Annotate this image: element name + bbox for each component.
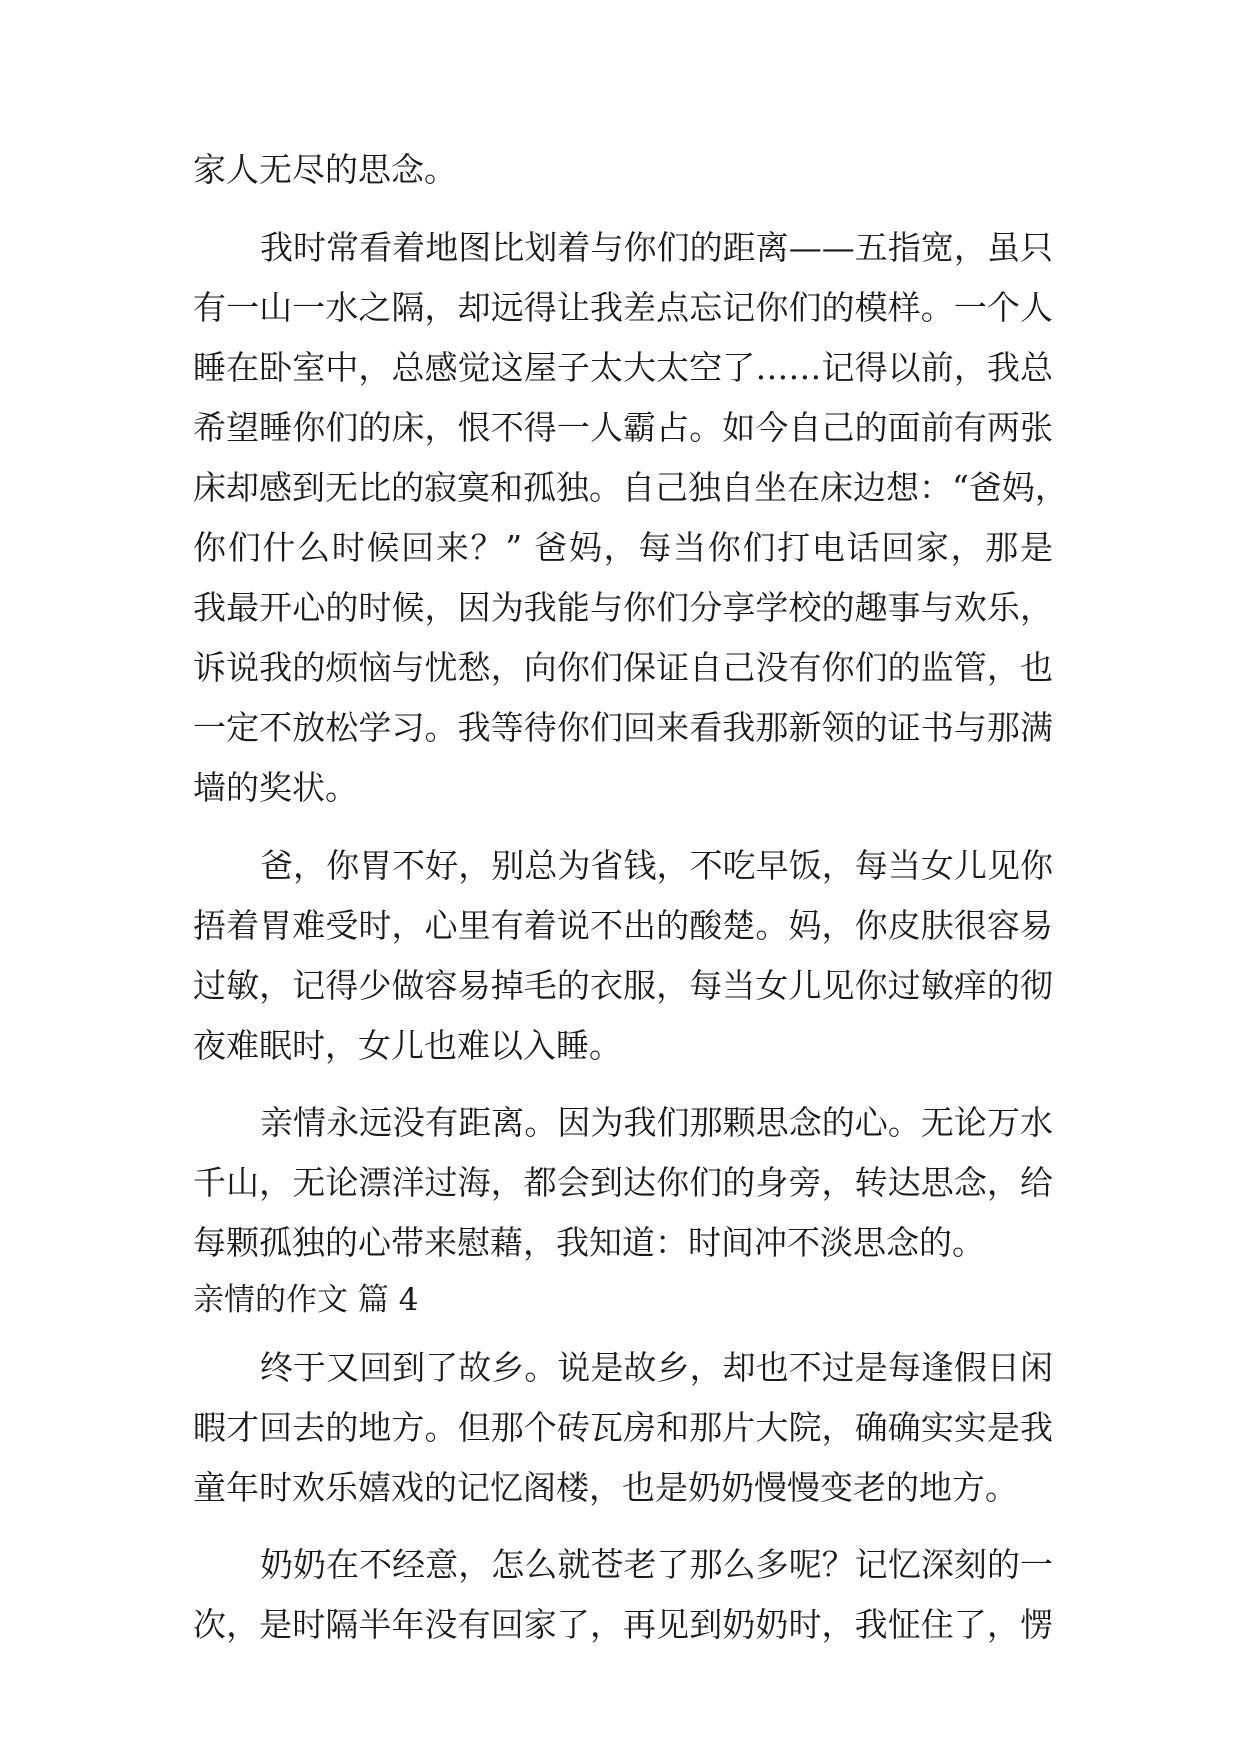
text-line: 捂着胃难受时，心里有着说不出的酸楚。妈，你皮肤很容易 [193,906,1053,945]
text-line: 家人无尽的思念。 [193,150,457,189]
text-line: 床却感到无比的寂寞和孤独。自己独自坐在床边想：“爸妈， [193,468,1068,507]
text-line: 夜难眠时，女儿也难以入睡。 [193,1026,622,1065]
text-line: 你们什么时候回来？” 爸妈，每当你们打电话回家，那是 [193,528,1053,567]
text-line: 童年时欢乐嬉戏的记忆阁楼，也是奶奶慢慢变老的地方。 [193,1468,1018,1507]
text-line: 暇才回去的地方。但那个砖瓦房和那片大院，确确实实是我 [193,1408,1053,1447]
text-line: 每颗孤独的心带来慰藉，我知道：时间冲不淡思念的。 [193,1223,985,1262]
text-line: 次，是时隔半年没有回家了，再见到奶奶时，我怔住了，愣 [193,1605,1053,1644]
text-line: 希望睡你们的床，恨不得一人霸占。如今自己的面前有两张 [193,408,1053,447]
text-line: 诉说我的烦恼与忧愁，向你们保证自己没有你们的监管，也 [193,648,1053,687]
text-line: 奶奶在不经意，怎么就苍老了那么多呢？记忆深刻的一 [260,1545,1053,1584]
text-line: 墙的奖状。 [193,768,358,807]
section-heading: 亲情的作文 篇 4 [193,1282,419,1318]
text-line: 我最开心的时候，因为我能与你们分享学校的趣事与欢乐， [193,588,1053,627]
text-line: 千山，无论漂洋过海，都会到达你们的身旁，转达思念，给 [193,1163,1053,1202]
text-line: 一定不放松学习。我等待你们回来看我那新领的证书与那满 [193,708,1053,747]
text-line: 终于又回到了故乡。说是故乡，却也不过是每逢假日闲 [260,1348,1053,1387]
text-line: 有一山一水之隔，却远得让我差点忘记你们的模样。一个人 [193,288,1053,327]
text-line: 爸，你胃不好，别总为省钱，不吃早饭，每当女儿见你 [260,846,1053,885]
text-line: 亲情永远没有距离。因为我们那颗思念的心。无论万水 [260,1103,1053,1142]
text-line: 过敏，记得少做容易掉毛的衣服，每当女儿见你过敏痒的彻 [193,966,1053,1005]
text-line: 睡在卧室中，总感觉这屋子太大太空了……记得以前，我总 [193,348,1053,387]
text-line: 我时常看着地图比划着与你们的距离——五指宽，虽只 [260,228,1053,267]
